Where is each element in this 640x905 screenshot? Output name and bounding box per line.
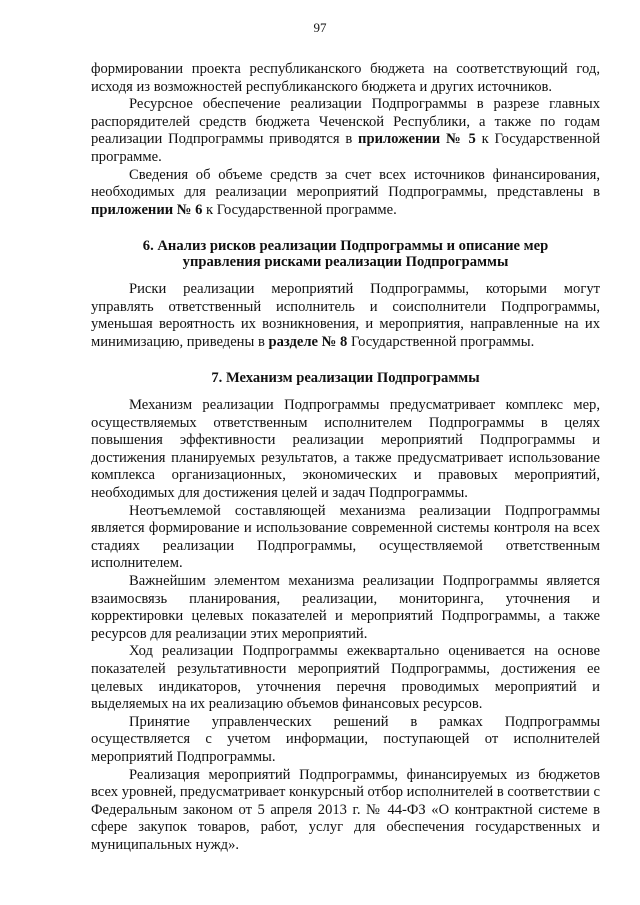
section-6-heading <box>91 239 600 271</box>
paragraph-quarterly-evaluation: Ход реализации Подпрограммы ежеквартально оценивается на основе показателей результативности мероприятий Подпрограммы, достижения ее целевых индикаторов, уточнения перечня проводимых мероприятий и выделяемых на их реализацию объемов финансовых ресурсов. <box>91 643 600 713</box>
section-reference: разделе № 8 <box>268 333 348 350</box>
paragraph-key-element: Важнейшим элементом механизма реализации Подпрограммы является взаимосвязь планирования, реализации, мониторинга, уточнения и корректировки целевых показателей и мероприятий Подпрограммы, а также ресурсов для реализации этих мероприятий. <box>91 573 600 642</box>
paragraph-mechanism: Механизм реализации Подпрограммы предусматривает комплекс мер, осуществляемых ответственным исполнителем Подпрограммы в целях повышения эффективности реализации мероприятий Подпрограммы и достижения планируемых результатов, а также предусматривает использование комплекса организационных, экономических и правовых мероприятий, необходимых для достижения целей и задач Подпрограммы. <box>91 397 600 502</box>
paragraph-budget-formation: формировании проекта республиканского бюджета на соответствующий год, исходя из возможностей республиканского бюджета и других источников. <box>91 61 600 95</box>
section-6-heading-line-2: управления рисками реализации Подпрограммы <box>182 254 509 271</box>
paragraph-text: Риски реализации мероприятий Подпрограммы, которыми могут управлять ответственный исполнитель и соисполнители Подпрограммы, уменьшая вероятность их возникновения, и мероприятия, направленные на их минимизацию, приведены в <box>91 280 600 350</box>
paragraph-text: к Государственной программе. <box>91 131 600 165</box>
paragraph-contractor-selection: Реализация мероприятий Подпрограммы, финансируемых из бюджетов всех уровней, предусматривает конкурсный отбор исполнителей в соответствии с Федеральным законом от 5 апреля 2013 г. № 44-ФЗ «О контрактной системе в сфере закупок товаров, работ, услуг для обеспечения государственных и муниципальных нужд». <box>91 766 600 853</box>
paragraph-text: Сведения об объеме средств за счет всех источников финансирования, необходимых для реализации мероприятий Подпрограммы, представлены в <box>91 166 600 201</box>
paragraph-control-system: Неотъемлемой составляющей механизма реализации Подпрограммы является формирование и использование современной системы контроля на всех стадиях реализации Подпрограммы, осуществляемой ответственным исполнителем. <box>91 502 600 572</box>
section-7-heading: 7. Механизм реализации Подпрограммы <box>211 370 480 387</box>
paragraph-risks <box>91 281 600 351</box>
paragraph-text: к Государственной программе. <box>202 201 397 218</box>
section-6-heading-line-1: 6. Анализ рисков реализации Подпрограммы и описание мер <box>142 238 549 255</box>
paragraph-resource-provision <box>91 96 600 166</box>
paragraph-funding-volume <box>91 167 600 220</box>
paragraph-text: Государственной программы. <box>347 333 535 350</box>
paragraph-decision-making: Принятие управленческих решений в рамках Подпрограммы осуществляется с учетом информации, поступающей от исполнителей мероприятий Подпрограммы. <box>91 713 600 765</box>
appendix-reference: приложении № 6 <box>91 201 203 218</box>
page-number: 97 <box>313 20 327 35</box>
document-body <box>91 61 600 855</box>
paragraph-text: Ресурсное обеспечение реализации Подпрограммы в разрезе главных распорядителей средств бюджета Чеченской Республики, а также по годам реализации Подпрограммы приводятся в <box>91 96 600 148</box>
appendix-reference: приложении № 5 <box>358 131 476 148</box>
